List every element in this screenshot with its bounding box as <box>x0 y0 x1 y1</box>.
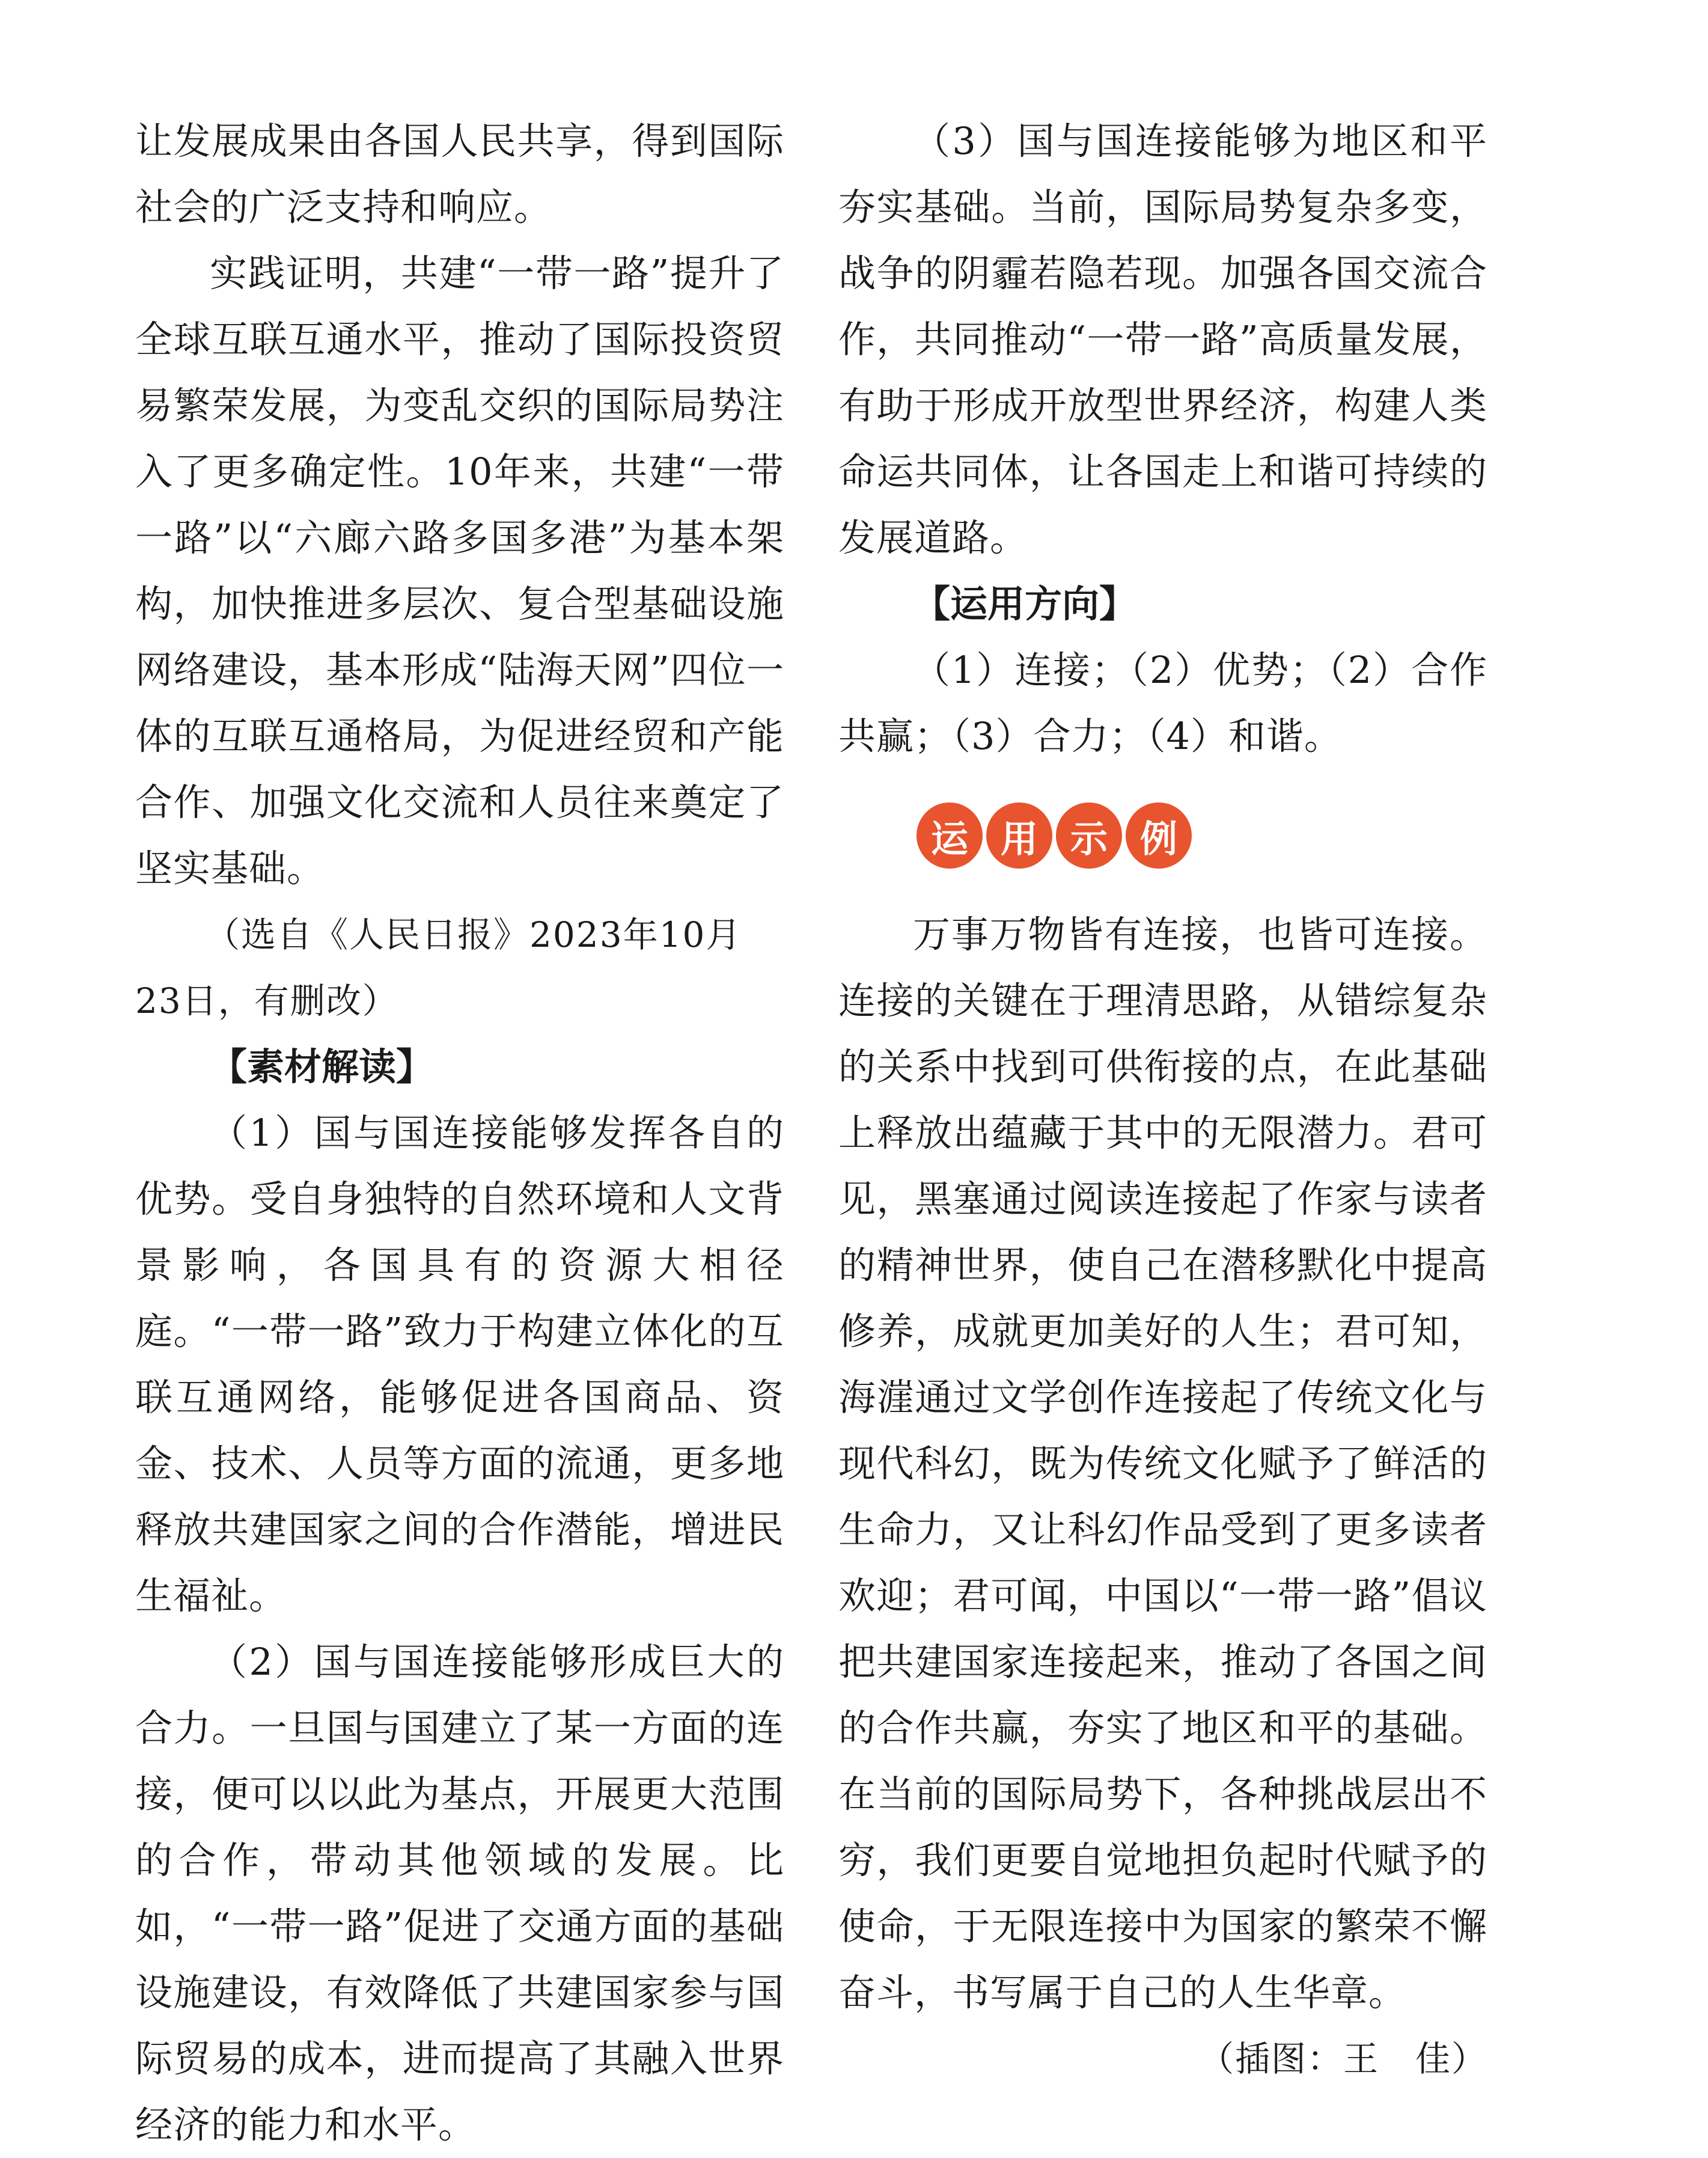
section-heading-usage-direction: 【运用方向】 <box>913 582 1137 626</box>
section-heading-material-interpretation: 【素材解读】 <box>210 1045 434 1089</box>
usage-example-badge <box>917 802 1487 869</box>
paragraph-usage-example: 万事万物皆有连接，也皆可连接。连接的关键在于理清思路，从错综复杂的关系中找到可供衔接的点，在此基础上释放出蕴藏于其中的无限潜力。君可见，黑塞通过阅读连接起了作家与读者的精神世界，使自己在潜移默化中提高修养，成就更加美好的人生；君可知，海漄通过文学创作连接起了传统文化与现代科幻，既为传统文化赋予了鲜活的生命力，又让科幻作品受到了更多读者欢迎；君可闻，中国以“一带一路”倡议把共建国家连接起来，推动了各国之间的合作共赢，夯实了地区和平的基础。在当前的国际局势下，各种挑战层出不穷，我们更要自觉地担负起时代赋予的使命，于无限连接中为国家的繁荣不懈奋斗，书写属于自己的人生华章。 <box>838 912 1487 2014</box>
paragraph-practice: 实践证明，共建“一带一路”提升了全球互联互通水平，推动了国际投资贸易繁荣发展，为变乱交织的国际局势注入了更多确定性。10年来，共建“一带一路”以“六廊六路多国多港”为基本架构，加快推进多层次、复合型基础设施网络建设，基本形成“陆海天网”四位一体的互联互通格局，为促进经贸和产能合作、加强文化交流和人员往来奠定了坚实基础。 <box>135 251 784 890</box>
badge-char-3: 示 <box>1056 802 1122 869</box>
right-column <box>838 108 1487 2092</box>
badge-char-2: 用 <box>986 802 1052 869</box>
left-column <box>135 108 784 2158</box>
badge-char-1: 运 <box>917 802 983 869</box>
paragraph-point-2: （2）国与国连接能够形成巨大的合力。一旦国与国建立了某一方面的连接，便可以以此为基点，开展更大范围的合作，带动其他领域的发展。比如，“一带一路”促进了交通方面的基础设施建设，有效降低了共建国家参与国际贸易的成本，进而提高了其融入世界经济的能力和水平。 <box>135 1640 784 2147</box>
paragraph-point-3: （3）国与国连接能够为地区和平夯实基础。当前，国际局势复杂多变，战争的阴霾若隐若现。加强各国交流合作，共同推动“一带一路”高质量发展，有助于形成开放型世界经济，构建人类命运共同体，让各国走上和谐可持续的发展道路。 <box>838 119 1487 560</box>
illustration-credit: （插图：王 佳） <box>1198 2038 1487 2079</box>
paragraph-continuation: 让发展成果由各国人民共享，得到国际社会的广泛支持和响应。 <box>135 119 784 229</box>
usage-directions-list: （1）连接；（2）优势；（2）合作共赢；（3）合力；（4）和谐。 <box>838 648 1487 758</box>
source-citation: （选自《人民日报》2023年10月23日，有删改） <box>135 914 742 1021</box>
paragraph-point-1: （1）国与国连接能够发挥各自的优势。受自身独特的自然环境和人文背景影响，各国具有的资源大相径庭。“一带一路”致力于构建立体化的互联互通网络，能够促进各国商品、资金、技术、人员等方面的流通，更多地释放共建国家之间的合作潜能，增进民生福祉。 <box>135 1111 784 1618</box>
badge-char-4: 例 <box>1126 802 1192 869</box>
